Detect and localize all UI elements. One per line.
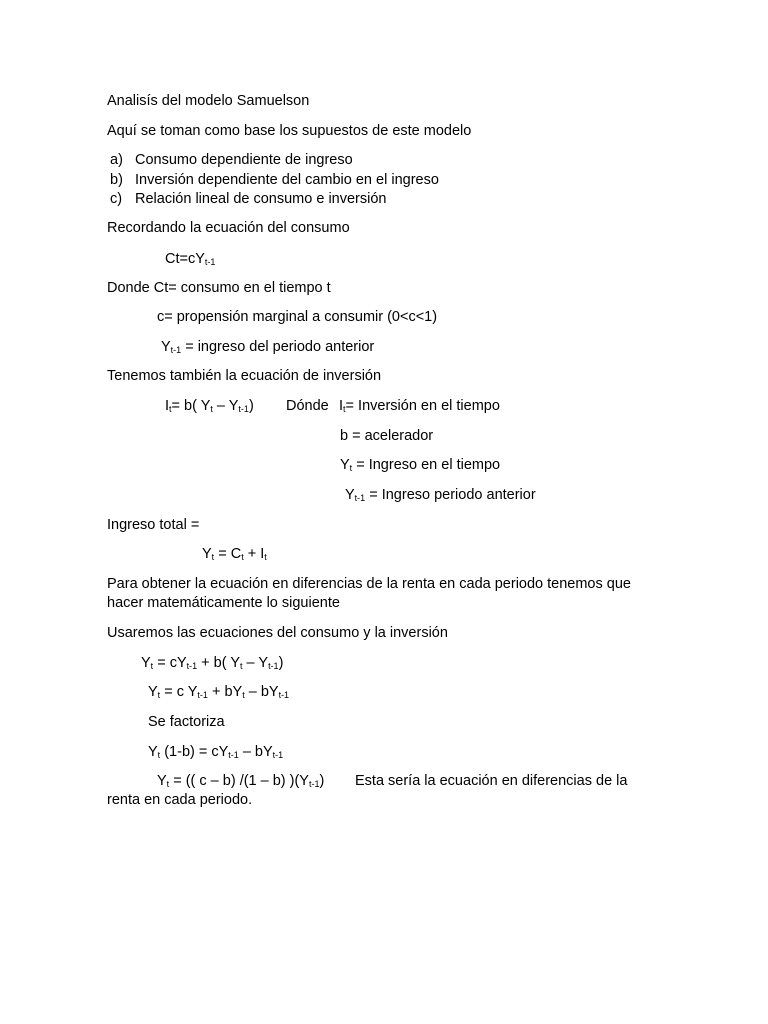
c-definition: c= propensión marginal a consumir (0<c<1) — [157, 309, 438, 325]
derivation-line-3: $Y_t$ $(1-b) = cY_{t-1} - bY_{t-1}$ — [148, 744, 284, 760]
factorize-label: Se factoriza — [148, 714, 225, 730]
def-income-t: $Y_t$ = Ingreso en el tiempo — [340, 457, 501, 473]
def-accelerator: b = acelerador — [340, 428, 434, 444]
final-explanation: Esta sería la ecuación en diferencias de la — [355, 773, 628, 789]
paragraph-difference-equation: Para obtener la ecuación en diferencias de la renta en cada periodo tenemos que hacer matemáticamente lo siguiente — [107, 576, 631, 611]
list-marker: b) — [110, 172, 123, 188]
def-income-t1: $Y_{t-1}$ = Ingreso periodo anterior — [345, 487, 536, 503]
total-income-heading: Ingreso total = — [107, 517, 200, 533]
final-explanation-continued: renta en cada periodo. — [107, 792, 253, 808]
list-item-text: Relación lineal de consumo e inversión — [135, 191, 387, 207]
consumption-heading: Recordando la ecuación del consumo — [107, 220, 350, 236]
consumption-equation: $Ct=cY_{t-1}$ — [165, 251, 216, 267]
list-item-text: Consumo dependiente de ingreso — [135, 152, 353, 168]
derivation-line-4: $Y_t$ = (( c – b) /(1 – b) )$(Y_{t-1})$ — [157, 773, 325, 789]
intro-text: Aquí se toman como base los supuestos de este modelo — [107, 123, 472, 139]
consumption-where: Donde Ct= consumo en el tiempo t — [107, 280, 331, 296]
list-item-text: Inversión dependiente del cambio en el ingreso — [135, 172, 439, 188]
def-investment: $I_t=$ Inversión en el tiempo — [339, 398, 500, 414]
investment-heading: Tenemos también la ecuación de inversión — [107, 368, 382, 384]
list-item — [110, 151, 353, 169]
document-title: Analisís del modelo Samuelson — [107, 93, 310, 109]
investment-donde: Dónde — [286, 398, 329, 414]
paragraph-use-equations: Usaremos las ecuaciones del consumo y la inversión — [107, 625, 448, 641]
y-definition: $Y_{t-1}$ = ingreso del periodo anterior — [161, 339, 375, 355]
derivation-line-1: $Y_t = cY_{t-1} + b$( $Y_t - Y_{t-1}$) — [141, 655, 284, 671]
list-marker: a) — [110, 152, 123, 168]
list-item — [110, 171, 439, 189]
total-income-equation: $Y_t = C_t + I_t$ — [202, 546, 267, 562]
derivation-line-2: $Y_t = c$ $Y_{t-1} + bY_t - bY_{t-1}$ — [148, 684, 290, 700]
list-marker: c) — [110, 191, 123, 207]
list-item — [110, 190, 386, 208]
investment-equation: $I_t= b$( $Y_t - Y_{t-1}$) — [165, 398, 254, 414]
